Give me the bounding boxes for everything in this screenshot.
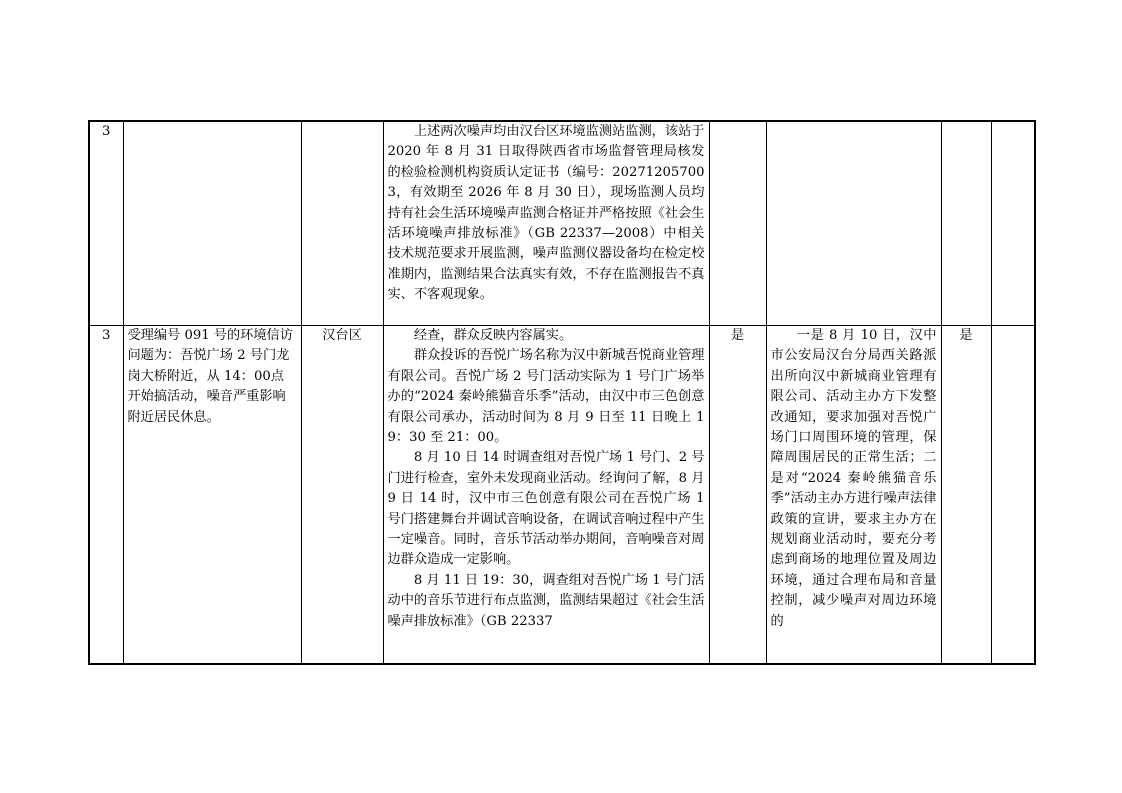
district-cell: 汉台区 (301, 326, 383, 665)
issue-cell: 受理编号 091 号的环境信访问题为：吾悦广场 2 号门龙岗大桥附近，从 14：00点开始搞活动，噪音严重影响附近居民休息。 (123, 326, 301, 665)
measures-paragraph: 一是 8 月 10 日，汉中市公安局汉台分局西关路派出所向汉中新城商业管理有限公司、活动主办方下发整改通知，要求加强对吾悦广场门口周围环境的管理，保障周围居民的正常生活；二是对“2024 秦岭熊猫音乐季”活动主办方进行噪声法律政策的宣讲，要求主办方在规划商业活动时，要充分考虑到商场的地理位置及周边环境，通过合理布局和音量控制，减少噪声对周边环境的 (770, 328, 937, 629)
row-number-cell: 3 (89, 121, 123, 326)
measures-cell (766, 121, 941, 326)
issue-cell (123, 121, 301, 326)
note-cell (991, 326, 1035, 665)
verified-cell (709, 121, 766, 326)
table-row (89, 326, 1035, 665)
note-cell (991, 121, 1035, 326)
result-paragraph: 8 月 10 日 14 时调查组对吾悦广场 1 号门、2 号门进行检查，室外未发现商业活动。经询问了解，8 月 9 日 14 时，汉中市三色创意有限公司在吾悦广场 1 号门搭建舞台并调试音响设备，在调试音响过程中产生一定噪音。同时，音乐节活动举办期间，音响噪音对周边群众造成一定影响。 (387, 450, 705, 568)
complaint-table (88, 120, 1036, 665)
table-row (89, 121, 1035, 326)
result-paragraph: 上述两次噪声均由汉台区环境监测站监测，该站于 2020 年 8 月 31 日取得陕西省市场监督管理局核发的检验检测机构资质认定证书（编号：202712057003，有效期至 2026 年 8 月 30 日），现场监测人员均持有社会生活环境噪声监测合格证并严格按照《社会生活环境噪声排放标准》（GB 22337—2008）中相关技术规范要求开展监测，噪声监测仪器设备均在检定校准期内，监测结果合法真实有效，不存在监测报告不真实、不客观现象。 (387, 124, 705, 303)
completed-cell: 是 (941, 326, 991, 665)
completed-cell (941, 121, 991, 326)
investigation-result-cell (383, 326, 709, 665)
row-number-cell: 3 (89, 326, 123, 665)
verified-cell: 是 (709, 326, 766, 665)
investigation-result-cell (383, 121, 709, 326)
district-cell (301, 121, 383, 326)
result-paragraph: 8 月 11 日 19：30，调查组对吾悦广场 1 号门活动中的音乐节进行布点监测，监测结果超过《社会生活噪声排放标准》（GB 22337 (387, 572, 705, 629)
result-paragraph: 群众投诉的吾悦广场名称为汉中新城吾悦商业管理有限公司。吾悦广场 2 号门活动实际为 1 号门广场举办的“2024 秦岭熊猫音乐季”活动，由汉中市三色创意有限公司承办，活动时间为 8 月 9 日至 11 日晚上 19：30 至 21：00。 (387, 348, 705, 446)
measures-cell (766, 326, 941, 665)
result-paragraph: 经查，群众反映内容属实。 (413, 328, 573, 343)
